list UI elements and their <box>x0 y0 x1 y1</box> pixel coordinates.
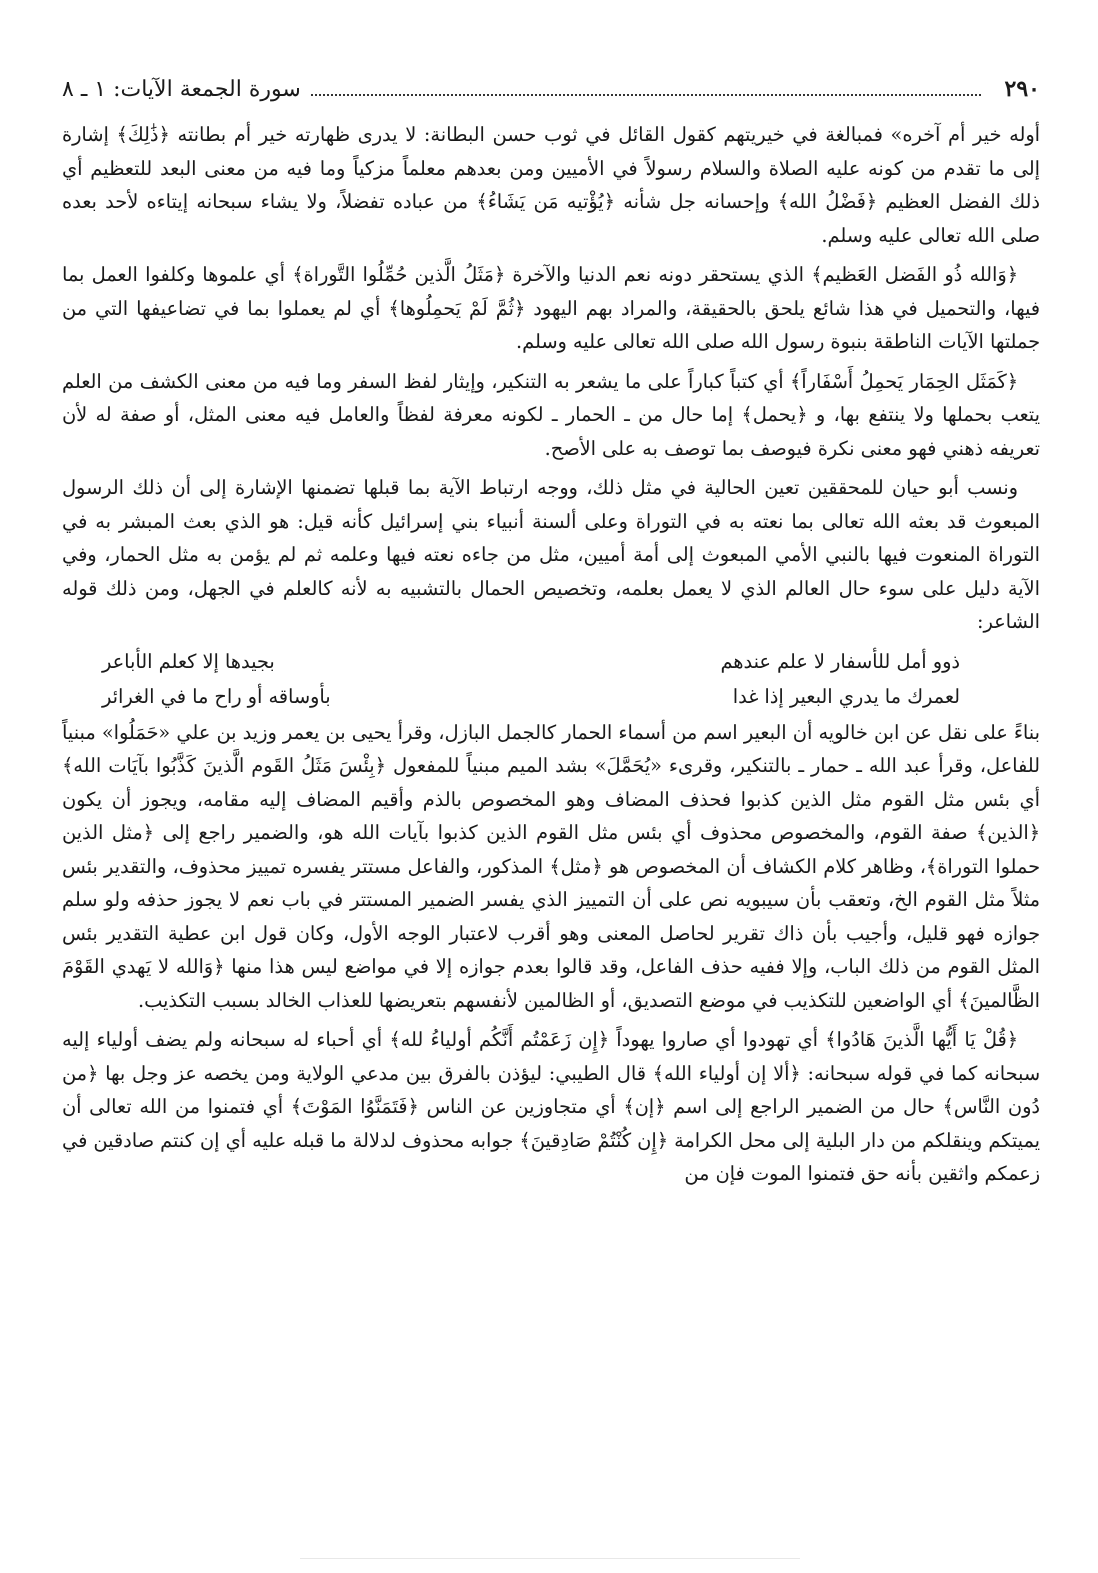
poem-hemistich-first: لعمرك ما يدري البعير إذا غدا <box>732 685 960 708</box>
paragraph: ﴿كَمَثَل الحِمَار يَحمِلُ أَسْفَاراً﴾ أي كتباً كباراً على ما يشعر به التنكير، وإيثار لفظ السفر وما فيه من معنى الكشف من العلم يتعب بحملها ولا ينتفع بها، و ﴿يحمل﴾ إما حال من ـ الحمار ـ لكونه معرفة لفظاً والعامل فيه معنى المثل، أو صفة له لأن تعريفه ذهني فهو معنى نكرة فيوصف بما توصف به على الأصح. <box>62 369 1040 460</box>
paragraph: بناءً على نقل عن ابن خالويه أن البعير اسم من أسماء الحمار كالجمل البازل، وقرأ يحيى بن يعمر وزيد بن علي «حَمَلُوا» مبنياً للفاعل، وقرأ عبد الله ـ حمار ـ بالتنكير، وقرىء «يُحَمَّلَ» بشد الميم مبنياً للمفعول ﴿بِئْسَ مَثَلُ القَوم الَّذينَ كَذَّبُوا بآيَات الله﴾ أي بئس مثل القوم مثل الذين كذبوا فحذف المضاف وهو المخصوص بالذم وأقيم المضاف إليه مقامه، ويجوز أن يكون ﴿الذين﴾ صفة القوم، والمخصوص محذوف أي بئس مثل القوم الذين كذبوا بآيات الله هو، والضمير راجع إلى ﴿مثل الذين حملوا التوراة﴾، وظاهر كلام الكشاف أن المخصوص هو ﴿مثل﴾ المذكور، والفاعل مستتر يفسره تمييز محذوف، والتقدير بئس مثلاً مثل القوم الخ، وتعقب بأن سيبويه نص على أن التمييز الذي يفسر الضمير المستتر في باب نعم لا يجوز حذفه ولو سلم جوازه فهو قليل، وأجيب بأن ذاك تقرير لحاصل المعنى وهو أقرب لاعتبار الوجه الأول، وكان قول ابن عطية التقدير بئس المثل القوم من ذلك الباب، وإلا ففيه حذف الفاعل، وقد قالوا بعدم جوازه إلا في مواضع ليس هذا منها ﴿وَالله لا يَهدي القَوْمَ الظَّالمينَ﴾ أي الواضعين للتكذيب في موضع التصديق، أو الظالمين لأنفسهم بتعريضها للعذاب الخالد بسبب التكذيب. <box>62 720 1040 1012</box>
poem-line <box>102 680 960 714</box>
poem-hemistich-second: بجيدها إلا كعلم الأباعر <box>102 649 275 673</box>
scan-edge-line <box>300 1558 800 1559</box>
running-title: سورة الجمعة الآيات: ١ ـ ٨ <box>62 76 301 102</box>
page-header <box>62 72 1040 106</box>
poem-hemistich-second: بأوساقه أو راح ما في الغرائر <box>102 685 331 708</box>
paragraph: ﴿وَالله ذُو الفَضل العَظيم﴾ الذي يستحقر دونه نعم الدنيا والآخرة ﴿مَثَلُ الَّذين حُمِّلُوا التَّوراة﴾ أي علموها وكلفوا العمل بما فيها، والتحميل في هذا شائع يلحق بالحقيقة، والمراد بهم اليهود ﴿ثُمَّ لَمْ يَحمِلُوها﴾ أي لم يعملوا بما في تضاعيفها التي من جملتها الآيات الناطقة بنبوة رسول الله صلى الله تعالى عليه وسلم. <box>62 263 1040 353</box>
header-leader-dots <box>311 82 981 96</box>
paragraph: أوله خير أم آخره» فمبالغة في خيريتهم كقول القائل في ثوب حسن البطانة: لا يدرى ظهارته خير أم بطانته ﴿ذَٰلِكَ﴾ إشارة إلى ما تقدم من كونه عليه الصلاة والسلام رسولاً في الأميين ومن بعدهم معلماً مزكياً وما فيه من معنى البعد للتعظيم أي ذلك الفضل العظيم ﴿فَضْلُ الله﴾ وإحسانه جل شأنه ﴿يُؤْتيه مَن يَشَاءُ﴾ من عباده تفضلاً، ولا يشاء سبحانه إيتاءه لأحد بعده صلى الله تعالى عليه وسلم. <box>62 123 1040 247</box>
page-number: ٢٩٠ <box>1004 76 1040 102</box>
poem-hemistich-first: ذوو أمل للأسفار لا علم عندهم <box>720 649 960 673</box>
paragraph: ونسب أبو حيان للمحققين تعين الحالية في مثل ذلك، ووجه ارتباط الآية بما قبلها تضمنها الإشارة إلى أن ذلك الرسول المبعوث قد بعثه الله تعالى بما نعته به في التوراة وعلى ألسنة أنبياء بني إسرائيل كأنه قيل: هو الذي بعث المبشر به في التوراة المنعوت فيها بالنبي الأمي المبعوث إلى أمة أميين، مثل من جاءه نعته فيها وعلمه ثم لم يؤمن به مثل الحمار، وفي الآية دليل على سوء حال العالم الذي لا يعمل بعلمه، وتخصيص الحمال بالتشبيه به لأنه كالعلم في الجهل، ومن ذلك قوله الشاعر: <box>62 476 1040 633</box>
poem-line <box>102 645 960 679</box>
paragraph: ﴿قُلْ يَا أَيُّها الَّذينَ هَادُوا﴾ أي تهودوا أي صاروا يهوداً ﴿إِن زَعَمْتُم أَنَّكُم أولياءُ لله﴾ أي أحباء له سبحانه ولم يضف أولياء إليه سبحانه كما في قوله سبحانه: ﴿ألا إن أولياء الله﴾ قال الطيبي: ليؤذن بالفرق بين مدعي الولاية ومن يخصه عز وجل بها ﴿من دُون النَّاس﴾ حال من الضمير الراجع إلى اسم ﴿إن﴾ أي متجاوزين عن الناس ﴿فَتَمَنَّوُا المَوْتَ﴾ أي فتمنوا من الله تعالى أن يميتكم وينقلكم من دار البلية إلى محل الكرامة ﴿إِن كُنْتُمْ صَادِقينَ﴾ جوابه محذوف لدلالة ما قبله عليه أي إن كنتم صادقين في زعمكم واثقين بأنه حق فتمنوا الموت فإن من <box>62 1028 1040 1185</box>
page-body <box>62 118 1040 1197</box>
